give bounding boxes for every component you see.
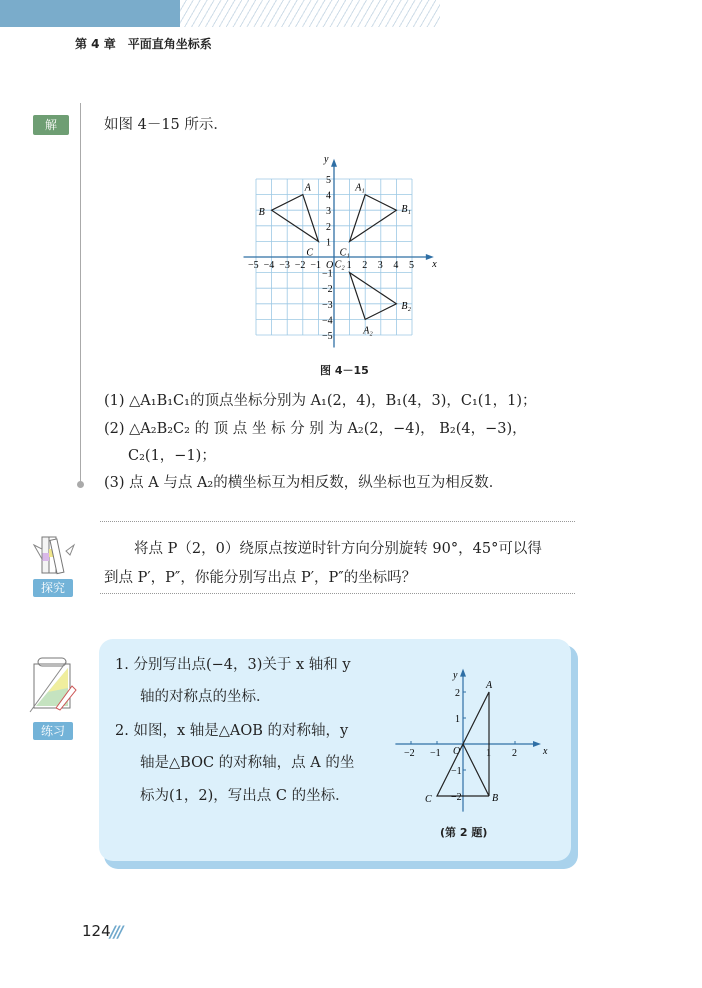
vertex-label-c: C <box>425 794 432 805</box>
y-tick-label: −2 <box>451 792 462 803</box>
x-tick-label: −1 <box>430 748 441 759</box>
x-tick-label: −3 <box>279 260 290 271</box>
solution-intro: 如图 4－15 所示． <box>104 117 228 133</box>
x-tick-label: 1 <box>346 260 352 271</box>
x-axis-arrow <box>533 741 541 747</box>
vertex-label: B <box>258 207 265 219</box>
y-tick-label: −2 <box>322 284 333 296</box>
header-hatch <box>180 0 440 27</box>
x-tick-label: 1 <box>486 748 491 759</box>
vertex-label: B₁ <box>401 204 411 216</box>
origin-label: O <box>453 746 461 757</box>
answer-line-2: (2) △A₂B₂C₂ 的 顶 点 坐 标 分 别 为 A₂(2，−4)， B₂(4，−3)， <box>104 421 527 437</box>
vertex-label: B₂ <box>401 300 411 312</box>
books-icon <box>30 533 78 577</box>
y-axis-label: y <box>324 153 329 165</box>
practice-q2-line2: 轴是△BOC 的对称轴，点 A 的坐 <box>140 755 355 771</box>
vertex-label: C₁ <box>339 247 350 259</box>
triangle-2 <box>350 195 397 242</box>
page-decor: /// <box>110 922 122 941</box>
practice-badge: 练习 <box>33 722 73 740</box>
y-tick-label: 3 <box>326 206 331 218</box>
x-axis-label: x <box>432 259 437 270</box>
y-tick-label: −5 <box>322 331 333 342</box>
x-axis-label: x <box>543 746 548 757</box>
solution-badge: 解 <box>33 115 69 135</box>
x-tick-label: 3 <box>377 260 383 271</box>
explore-line-1: 将点 P（2，0）绕原点按逆时针方向分别旋转 90°，45°可以得 <box>134 541 542 557</box>
vertex-label: A₁ <box>355 182 365 194</box>
y-tick-label: 1 <box>455 714 460 725</box>
y-tick-label: −4 <box>322 315 333 327</box>
y-tick-label: 2 <box>326 221 331 233</box>
vertex-label: C₂ <box>334 259 345 271</box>
y-tick-label: 1 <box>326 237 331 249</box>
x-tick-label: −4 <box>263 260 275 271</box>
y-axis-label: y <box>453 669 458 681</box>
y-axis-arrow <box>460 669 466 677</box>
explore-badge: 探究 <box>33 579 73 597</box>
y-axis-arrow <box>331 159 337 167</box>
y-tick-label: −1 <box>451 766 462 777</box>
practice-q2-line3: 标为(1，2)，写出点 C 的坐标． <box>140 788 350 804</box>
x-tick-label: 4 <box>393 260 399 271</box>
vertex-label-b: B <box>492 793 499 804</box>
x-tick-label: −5 <box>248 260 259 271</box>
y-tick-label: 4 <box>326 190 331 202</box>
practice-q2-line1: 2. 如图，x 轴是△AOB 的对称轴，y <box>115 723 349 739</box>
y-tick-label: −3 <box>322 299 333 311</box>
divider-top <box>100 521 575 522</box>
vertex-label-a: A <box>486 680 493 691</box>
vertex-label: C <box>306 247 314 259</box>
practice-q1-line1: 1. 分别写出点(−4，3)关于 x 轴和 y <box>115 657 351 673</box>
answer-line-1: (1) △A₁B₁C₁的顶点坐标分别为 A₁(2，4)，B₁(4，3)，C₁(1，1)； <box>104 393 537 409</box>
vertex-label: A <box>304 182 311 194</box>
answer-line-3: (3) 点 A 与点 A₂的横坐标互为相反数，纵坐标也互为相反数． <box>104 475 504 491</box>
x-tick-label: 2 <box>362 260 368 271</box>
explore-line-2: 到点 P′，P″，你能分别写出点 P′，P″的坐标吗？ <box>104 570 417 586</box>
header-band <box>0 0 200 27</box>
x-tick-label: −1 <box>310 260 322 271</box>
vertex-label: A₂ <box>363 325 373 337</box>
y-tick-label: 5 <box>326 175 331 186</box>
figure-caption: 图 4－15 <box>320 364 369 377</box>
solution-rule-dot <box>77 481 84 488</box>
solution-rule <box>80 103 81 483</box>
figure-4-15 <box>230 150 450 350</box>
divider-bottom <box>100 593 575 594</box>
origin-label: O <box>326 260 334 271</box>
y-tick-label: −1 <box>322 268 333 280</box>
x-tick-label: 5 <box>409 260 414 271</box>
y-tick-label: 2 <box>455 688 460 699</box>
x-tick-label: 2 <box>512 748 517 759</box>
page-number: 124 <box>82 922 111 940</box>
x-tick-label: −2 <box>404 748 415 759</box>
triangle-3 <box>350 273 397 320</box>
practice-notebook-icon <box>28 652 80 718</box>
practice-q1-line2: 轴的对称点的坐标． <box>140 689 271 705</box>
triangle-1 <box>272 195 319 242</box>
practice-figure <box>390 660 550 820</box>
chapter-title: 第 4 章 平面直角坐标系 <box>75 37 212 51</box>
x-tick-label: −2 <box>294 260 306 271</box>
answer-line-2b: C₂(1，−1)； <box>128 448 216 464</box>
practice-figure-caption: (第 2 题) <box>440 826 488 839</box>
